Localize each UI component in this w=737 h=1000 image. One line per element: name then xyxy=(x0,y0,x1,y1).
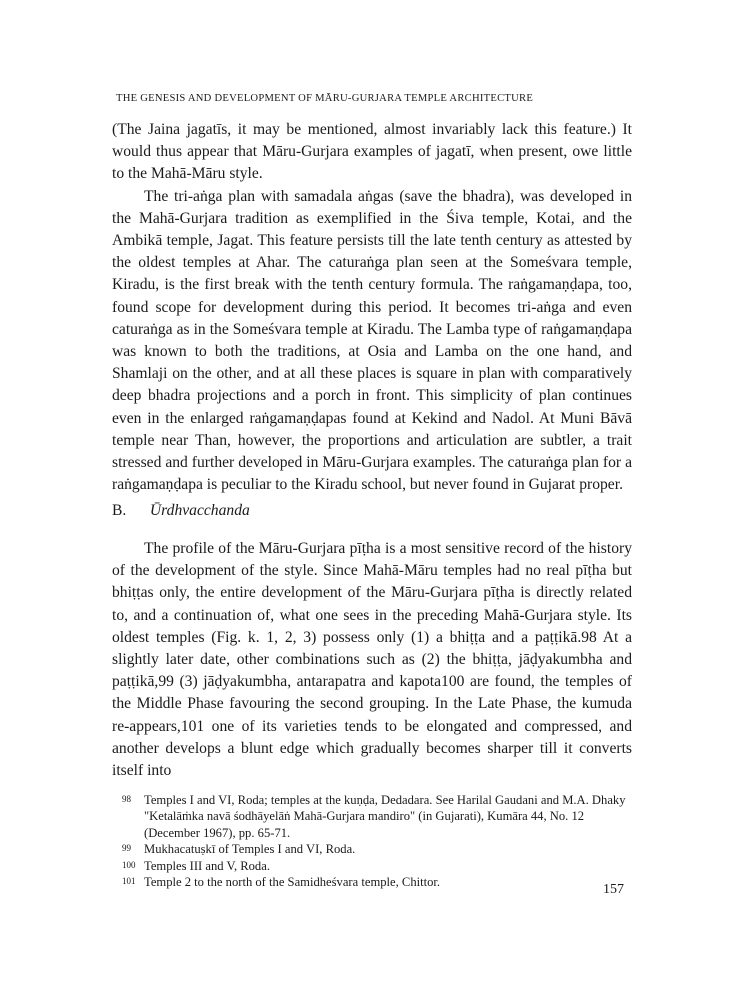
section-number: B. xyxy=(112,502,127,519)
footnotes xyxy=(112,792,632,890)
page-number: 157 xyxy=(603,882,624,897)
paragraph-1: (The Jaina jagatīs, it may be mentioned, almost invariably lack this feature.) It would thus appear that Māru-Gurjara examples of jagatī, when present, owe little to the Mahā-Māru style. xyxy=(112,121,632,183)
footnote-text: Temple 2 to the north of the Samidheśvara temple, Chittor. xyxy=(144,875,441,890)
footnote-number: 98 xyxy=(122,794,131,804)
footnote-number: 101 xyxy=(122,876,136,887)
paragraph-3: The profile of the Māru-Gurjara pīṭha is a most sensitive record of the history of the development of the style. Since Mahā-Māru temples had no real pīṭha but bhiṭṭas only, the entire development of the Māru-Gurjara pīṭha is directly related to, and a continuation of, what one sees in the preceding Mahā-Gurjara style. Its oldest temples (Fig. k. 1, 2, 3) possess only (1) a bhiṭṭa and a paṭṭikā.98 At a slightly later date, other combinations such as (2) the bhiṭṭa, jāḍyakumbha and paṭṭikā,99 (3) jāḍyakumbha, antarapatra and kapota100 are found, the temples of the Middle Phase favouring the second grouping. In the Late Phase, the kumuda re-appears,101 one of its varieties tends to be elongated and compressed, and another develops a blunt edge which gradually becomes sharper till it converts itself into xyxy=(112,540,632,780)
running-header: THE GENESIS AND DEVELOPMENT OF MĀRU-GURJARA TEMPLE ARCHITECTURE xyxy=(116,93,534,104)
paragraph-2: The tri-aṅga plan with samadala aṅgas (save the bhadra), was developed in the Mahā-Gurjara tradition as exemplified in the Śiva temple, Kotai, and the Ambikā temple, Jagat. This feature persists till the late tenth century as attested by the oldest temples at Ahar. The caturaṅga plan seen at the Someśvara temple, Kiradu, is the first break with the tenth century formula. The raṅgamaṇḍapa, too, found scope for development during this period. It becomes tri-aṅga and even caturaṅga as in the Someśvara temple at Kiradu. The Lamba type of raṅgamaṇḍapa was known to both the traditions, at Osia and Lamba on the one hand, and Shamlaji on the other, and at all these places is square in plan with comparatively deep bhadra projections and a porch in front. This simplicity of plan continues even in the enlarged raṅgamaṇḍapas found at Kekind and Nadol. At Muni Bāvā temple near Than, however, the proportions and articulation are subtler, a trait stressed and further developed in Māru-Gurjara examples. The caturaṅga plan for a raṅgamaṇḍapa is peculiar to the Kiradu school, but never found in Gujarat proper. xyxy=(112,187,632,494)
footnote xyxy=(112,858,632,874)
footnote xyxy=(112,874,632,890)
footnote-number: 99 xyxy=(122,843,131,854)
footnote-text: Temples I and VI, Roda; temples at the kuṇḍa, Dedadara. See Harilal Gaudani and M.A. Dhaky "Ketalāṁka navā śodhāyelāṅ Mahā-Gurjara mandiro" (in Gujarati), Kumāra 44, No. 12 (December 1967), pp. 65-71. xyxy=(144,793,626,840)
footnote-text: Temples III and V, Roda. xyxy=(144,858,270,873)
footnote-number: 100 xyxy=(122,859,136,870)
footnote xyxy=(112,792,632,841)
section-heading xyxy=(112,502,250,520)
footnote xyxy=(112,841,632,857)
main-text-section-b xyxy=(112,538,632,782)
footnote-text: Mukhacatuṣkī of Temples I and VI, Roda. xyxy=(144,842,356,857)
section-title: Ūrdhvacchanda xyxy=(149,502,250,519)
main-text xyxy=(112,119,632,496)
